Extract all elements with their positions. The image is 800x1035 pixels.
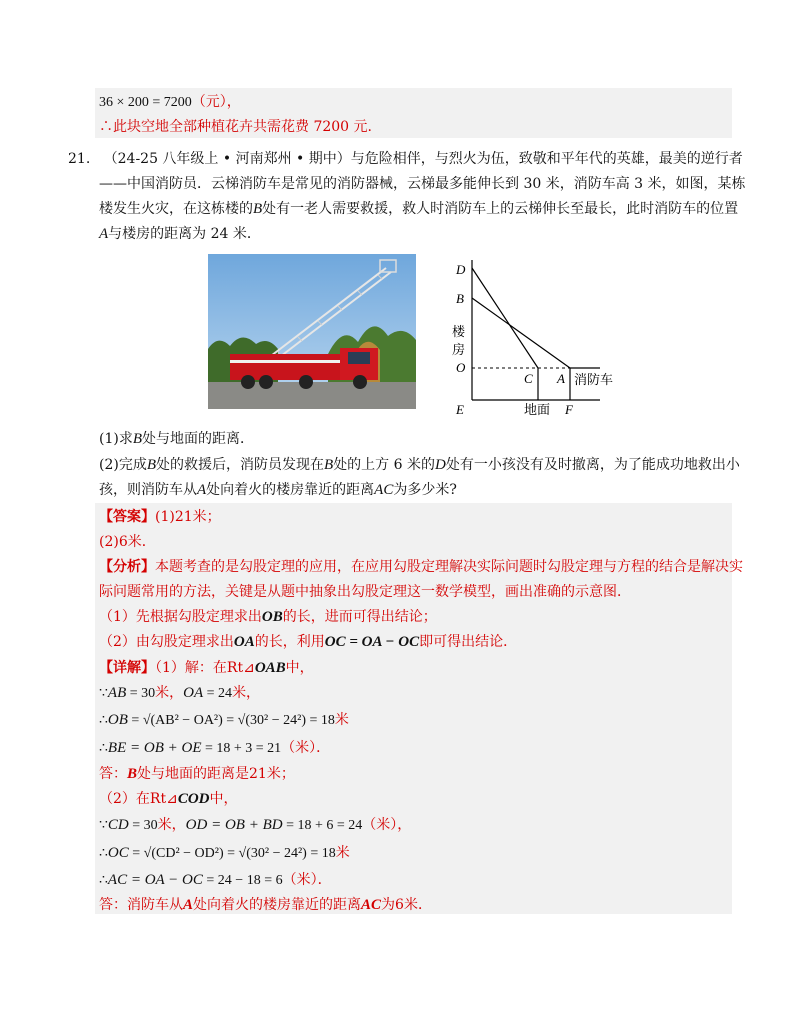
previous-calc-line: 36 × 200 = 7200（元），: [99, 94, 241, 110]
label-E: E: [456, 402, 464, 417]
previous-conclusion: ∴此块空地全部种植花卉共需花费 7200 元.: [99, 119, 372, 135]
label-B: B: [456, 291, 464, 306]
problem-line-1: 21. （24-25 八年级上 • 河南郑州 • 期中）与危险相伴，与烈火为伍，致敬和平年代的英雄，最美的逆行者: [68, 151, 743, 167]
detail-line-3: ∴OB = √(AB² − OA²) = √(30² − 24²) = 18米: [99, 712, 349, 728]
problem-line-4: A与楼房的距离为 24 米．: [99, 226, 261, 242]
label-ground: 地面: [524, 402, 551, 417]
problem-line-3: 楼发生火灾，在这栋楼的B处有一老人需要救援，救人时消防车上的云梯伸长至最长，此时消防车的位置: [99, 201, 739, 217]
analysis-line-2: 际问题常用的方法，关键是从题中抽象出勾股定理这一数学模型，画出准确的示意图．: [99, 584, 631, 600]
question-1: (1)求B处与地面的距离．: [99, 431, 255, 447]
segment-BA: [472, 298, 570, 368]
label-C: C: [524, 371, 533, 386]
answer-summary-2: 答：消防车从A处向着火的楼房靠近的距离AC为6米．: [99, 897, 432, 913]
hint-1: （1）先根据勾股定理求出OB的长，进而可得出结论；: [99, 609, 437, 625]
segment-DC: [472, 268, 538, 368]
answer-line-1: 【答案】(1)21米；: [99, 509, 221, 525]
detail-line-6: ∵CD = 30米，OD = OB + BD = 18 + 6 = 24（米），: [99, 817, 412, 833]
problem-line-2: ——中国消防员．云梯消防车是常见的消防器械，云梯最多能伸长到 30 米，消防车高 3 米，如图，某栋: [99, 176, 746, 192]
problem-number: 21.: [68, 151, 91, 167]
answer-line-2: (2)6米．: [99, 534, 156, 550]
answer-summary-1: 答：B处与地面的距离是21米；: [99, 766, 295, 782]
detail-line-2: ∵AB = 30米，OA = 24米，: [99, 685, 261, 701]
geometry-diagram: [452, 252, 622, 422]
detail-line-4: ∴BE = OB + OE = 18 + 3 = 21（米）．: [99, 740, 331, 756]
label-F: F: [565, 402, 573, 417]
detail-line-8: ∴AC = OA − OC = 24 − 18 = 6（米）．: [99, 872, 332, 888]
label-truck: 消防车: [574, 372, 614, 387]
detail-line-1: 【详解】（1）解：在Rt⊿OAB中，: [99, 660, 314, 676]
fire-truck-photo: [208, 254, 416, 409]
hint-2: （2）由勾股定理求出OA的长，利用OC = OA − OC即可得出结论．: [99, 634, 518, 650]
label-D: D: [456, 262, 466, 277]
label-building: 楼 房: [452, 324, 466, 357]
detail-line-5: （2）在Rt⊿COD中，: [99, 791, 238, 807]
question-2-line-1: (2)完成B处的救援后，消防员发现在B处的上方 6 米的D处有一小孩没有及时撤离，为了能成功地救出小: [99, 457, 740, 473]
analysis-line-1: 【分析】本题考查的是勾股定理的应用，在应用勾股定理解决实际问题时勾股定理与方程的结合是解决实: [99, 559, 743, 575]
detail-line-7: ∴OC = √(CD² − OD²) = √(30² − 24²) = 18米: [99, 845, 350, 861]
label-A: A: [557, 371, 565, 386]
question-2-line-2: 孩，则消防车从A处向着火的楼房靠近的距离AC为多少米?: [99, 482, 457, 498]
label-O: O: [456, 360, 466, 375]
